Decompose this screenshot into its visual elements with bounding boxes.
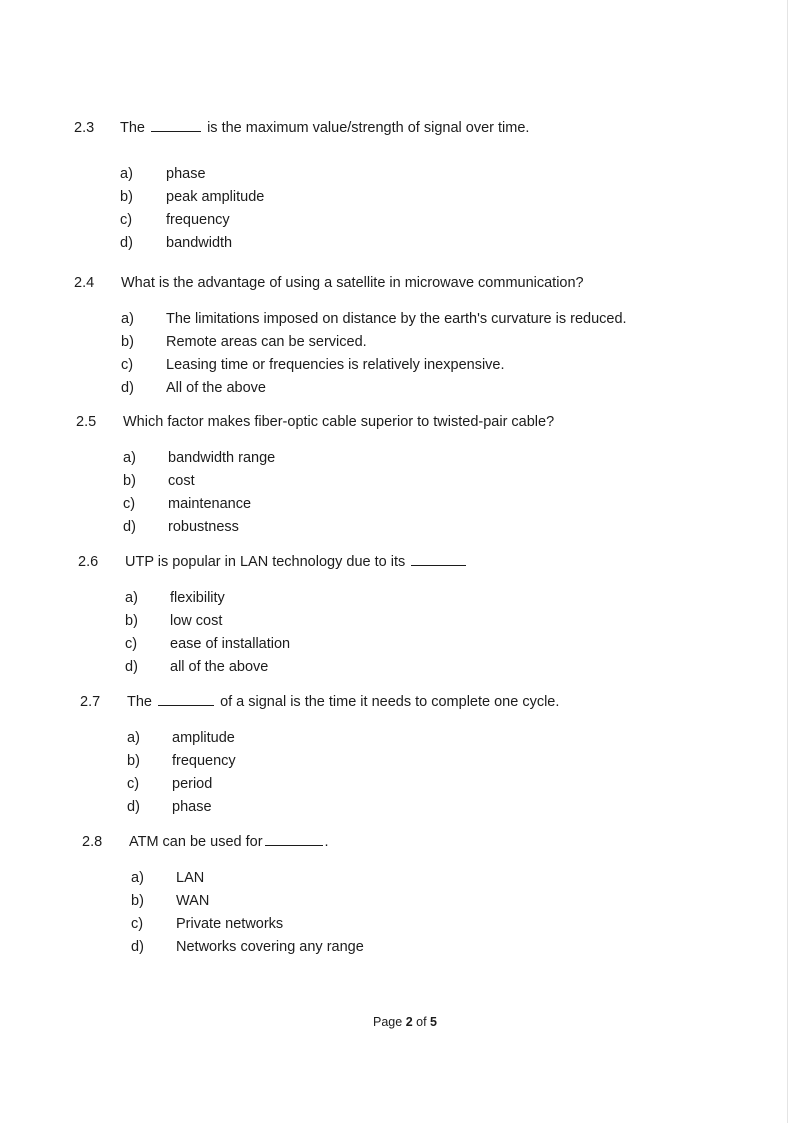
option-b bbox=[0, 610, 794, 633]
option-a bbox=[0, 587, 794, 610]
option-list bbox=[0, 308, 794, 400]
question-2-8 bbox=[0, 831, 794, 959]
option-list bbox=[0, 727, 794, 819]
question-2-4 bbox=[0, 272, 794, 400]
option-text: LAN bbox=[176, 870, 205, 886]
option-text: bandwidth range bbox=[168, 450, 276, 466]
option-b bbox=[0, 186, 794, 209]
answer-blank bbox=[151, 117, 201, 132]
option-text: WAN bbox=[176, 893, 210, 909]
option-text: All of the above bbox=[166, 380, 266, 396]
option-c bbox=[0, 913, 794, 936]
option-c bbox=[0, 633, 794, 656]
question-text: Which factor makes fiber-optic cable superior to twisted-pair cable? bbox=[123, 414, 555, 430]
question-text-start: The bbox=[127, 694, 152, 710]
option-letter: d) bbox=[120, 235, 133, 251]
option-letter: c) bbox=[120, 212, 133, 228]
option-text: flexibility bbox=[170, 590, 225, 606]
option-text: frequency bbox=[172, 753, 236, 769]
option-letter: d) bbox=[131, 939, 144, 955]
option-letter: c) bbox=[125, 636, 138, 652]
option-text: amplitude bbox=[172, 730, 235, 746]
option-list bbox=[0, 163, 794, 255]
current-page: 2 bbox=[405, 1015, 413, 1029]
option-b bbox=[0, 750, 794, 773]
option-a bbox=[0, 163, 794, 186]
option-text: period bbox=[172, 776, 213, 792]
question-number: 2.7 bbox=[80, 694, 101, 710]
option-text: all of the above bbox=[170, 659, 269, 675]
page-number bbox=[373, 1015, 437, 1029]
option-c bbox=[0, 354, 794, 377]
option-a bbox=[0, 867, 794, 890]
option-letter: c) bbox=[127, 776, 140, 792]
question-text bbox=[127, 691, 559, 713]
question-number: 2.5 bbox=[76, 414, 97, 430]
option-c bbox=[0, 773, 794, 796]
option-text: robustness bbox=[168, 519, 239, 535]
option-text: ease of installation bbox=[170, 636, 291, 652]
option-text: cost bbox=[168, 473, 195, 489]
question-2-3 bbox=[0, 117, 794, 255]
page-word: Page bbox=[373, 1015, 403, 1029]
option-text: phase bbox=[172, 799, 212, 815]
option-d bbox=[0, 796, 794, 819]
question-text bbox=[120, 117, 529, 139]
question-text-start: ATM can be used for bbox=[129, 834, 263, 850]
option-d bbox=[0, 232, 794, 255]
option-list bbox=[0, 587, 794, 679]
option-c bbox=[0, 209, 794, 232]
option-list bbox=[0, 447, 794, 539]
total-pages: 5 bbox=[430, 1015, 437, 1029]
option-d bbox=[0, 516, 794, 539]
option-letter: d) bbox=[127, 799, 140, 815]
option-letter: a) bbox=[120, 166, 133, 182]
question-text-end: is the maximum value/strength of signal over time. bbox=[207, 120, 530, 136]
option-letter: d) bbox=[121, 380, 134, 396]
option-text: peak amplitude bbox=[166, 189, 265, 205]
option-letter: b) bbox=[131, 893, 144, 909]
option-letter: a) bbox=[131, 870, 144, 886]
option-a bbox=[0, 308, 794, 331]
option-letter: c) bbox=[123, 496, 136, 512]
question-number: 2.4 bbox=[74, 275, 95, 291]
option-d bbox=[0, 656, 794, 679]
option-letter: c) bbox=[121, 357, 134, 373]
option-letter: a) bbox=[127, 730, 140, 746]
option-a bbox=[0, 727, 794, 750]
option-letter: a) bbox=[123, 450, 136, 466]
of-word: of bbox=[416, 1015, 427, 1029]
option-a bbox=[0, 447, 794, 470]
question-text: What is the advantage of using a satellite in microwave communication? bbox=[121, 275, 584, 291]
answer-blank bbox=[158, 691, 214, 706]
answer-blank bbox=[265, 831, 323, 846]
option-text: bandwidth bbox=[166, 235, 233, 251]
answer-blank bbox=[411, 551, 466, 566]
option-letter: a) bbox=[121, 311, 134, 327]
question-text-end: . bbox=[324, 834, 329, 850]
question-text-start: The bbox=[120, 120, 145, 136]
option-text: Leasing time or frequencies is relatively inexpensive. bbox=[166, 357, 505, 373]
option-b bbox=[0, 470, 794, 493]
option-letter: c) bbox=[131, 916, 144, 932]
option-text: Private networks bbox=[176, 916, 284, 932]
option-letter: b) bbox=[123, 473, 136, 489]
option-d bbox=[0, 936, 794, 959]
question-number: 2.3 bbox=[74, 120, 95, 136]
question-2-7 bbox=[0, 691, 794, 819]
question-text-start: UTP is popular in LAN technology due to its bbox=[125, 554, 406, 570]
option-letter: d) bbox=[125, 659, 138, 675]
option-d bbox=[0, 377, 794, 400]
option-text: Networks covering any range bbox=[176, 939, 364, 955]
option-text: frequency bbox=[166, 212, 230, 228]
option-letter: a) bbox=[125, 590, 138, 606]
option-b bbox=[0, 890, 794, 913]
option-letter: b) bbox=[125, 613, 138, 629]
option-letter: b) bbox=[120, 189, 133, 205]
option-letter: b) bbox=[121, 334, 134, 350]
option-text: The limitations imposed on distance by the earth's curvature is reduced. bbox=[166, 311, 627, 327]
option-text: Remote areas can be serviced. bbox=[166, 334, 367, 350]
option-text: phase bbox=[166, 166, 206, 182]
question-text-end: of a signal is the time it needs to complete one cycle. bbox=[220, 694, 560, 710]
question-2-5 bbox=[0, 411, 794, 539]
option-text: maintenance bbox=[168, 496, 252, 512]
option-letter: d) bbox=[123, 519, 136, 535]
option-letter: b) bbox=[127, 753, 140, 769]
question-text bbox=[129, 831, 329, 853]
question-2-6 bbox=[0, 551, 794, 679]
option-text: low cost bbox=[170, 613, 223, 629]
option-c bbox=[0, 493, 794, 516]
question-text bbox=[125, 551, 468, 573]
question-number: 2.8 bbox=[82, 834, 103, 850]
option-b bbox=[0, 331, 794, 354]
option-list bbox=[0, 867, 794, 959]
question-number: 2.6 bbox=[78, 554, 99, 570]
